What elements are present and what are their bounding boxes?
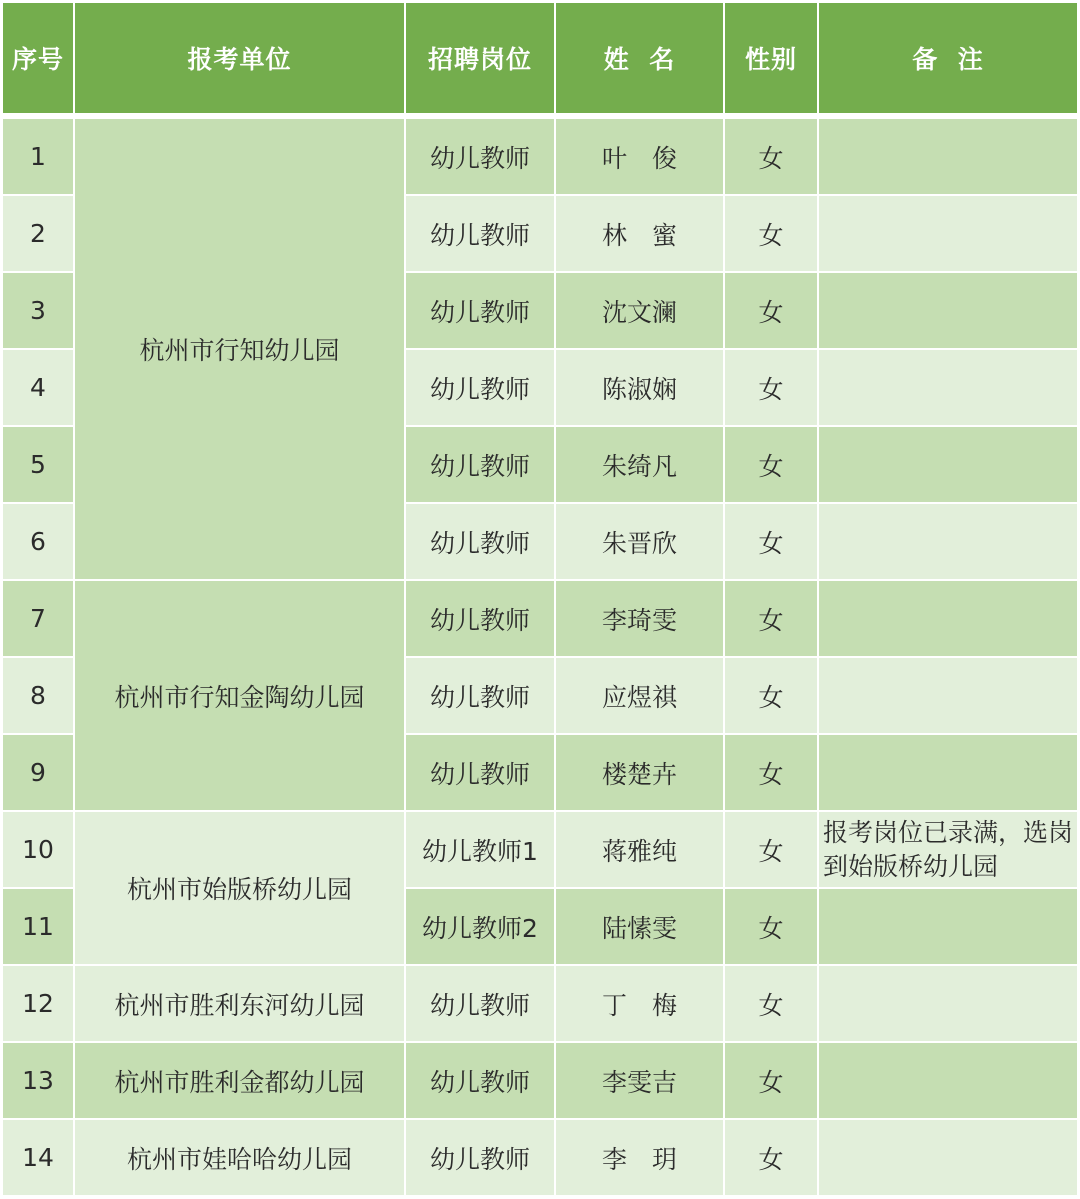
row-gender: 女 [725,273,819,350]
row-no: 10 [3,812,75,889]
row-position: 幼儿教师 [406,350,556,427]
header-name: 姓 名 [556,3,725,119]
row-name: 丁 梅 [556,966,725,1043]
row-remark [819,889,1077,966]
row-remark [819,119,1077,196]
row-gender: 女 [725,581,819,658]
row-position: 幼儿教师 [406,196,556,273]
row-name: 陈淑娴 [556,350,725,427]
row-no: 4 [3,350,75,427]
header-position: 招聘岗位 [406,3,556,119]
row-position: 幼儿教师 [406,273,556,350]
unit-cell: 杭州市胜利金都幼儿园 [75,1043,406,1120]
row-name: 林 蜜 [556,196,725,273]
row-name: 蒋雅纯 [556,812,725,889]
table-row [3,581,1077,658]
row-no: 9 [3,735,75,812]
row-gender: 女 [725,350,819,427]
row-no: 6 [3,504,75,581]
header-gender: 性别 [725,3,819,119]
row-name: 楼楚卉 [556,735,725,812]
recruitment-table [3,3,1077,1197]
row-position: 幼儿教师 [406,504,556,581]
row-remark [819,1120,1077,1197]
row-no: 12 [3,966,75,1043]
unit-cell: 杭州市行知金陶幼儿园 [75,581,406,812]
row-name: 叶 俊 [556,119,725,196]
unit-cell: 杭州市胜利东河幼儿园 [75,966,406,1043]
row-position: 幼儿教师 [406,119,556,196]
unit-cell: 杭州市娃哈哈幼儿园 [75,1120,406,1197]
row-gender: 女 [725,1120,819,1197]
row-gender: 女 [725,504,819,581]
row-gender: 女 [725,966,819,1043]
row-position: 幼儿教师 [406,966,556,1043]
table-row [3,966,1077,1043]
row-remark [819,1043,1077,1120]
table-row [3,1043,1077,1120]
row-remark [819,273,1077,350]
row-position: 幼儿教师1 [406,812,556,889]
row-no: 7 [3,581,75,658]
header-row [3,3,1077,119]
row-no: 13 [3,1043,75,1120]
row-name: 应煜祺 [556,658,725,735]
row-no: 5 [3,427,75,504]
table-row [3,119,1077,196]
row-remark [819,658,1077,735]
row-remark: 报考岗位已录满，选岗到始版桥幼儿园 [819,812,1077,889]
row-gender: 女 [725,427,819,504]
row-position: 幼儿教师2 [406,889,556,966]
row-remark [819,196,1077,273]
row-position: 幼儿教师 [406,1120,556,1197]
row-remark [819,966,1077,1043]
row-name: 李琦雯 [556,581,725,658]
row-gender: 女 [725,735,819,812]
header-remark: 备 注 [819,3,1077,119]
row-name: 陆愫雯 [556,889,725,966]
row-name: 朱绮凡 [556,427,725,504]
row-no: 11 [3,889,75,966]
table-row [3,812,1077,889]
row-gender: 女 [725,1043,819,1120]
row-position: 幼儿教师 [406,1043,556,1120]
recruitment-table-container [3,3,1077,1196]
row-position: 幼儿教师 [406,735,556,812]
row-gender: 女 [725,889,819,966]
row-position: 幼儿教师 [406,427,556,504]
row-remark [819,427,1077,504]
row-name: 沈文澜 [556,273,725,350]
table-row [3,1120,1077,1197]
header-unit: 报考单位 [75,3,406,119]
row-name: 李雯吉 [556,1043,725,1120]
row-name: 朱晋欣 [556,504,725,581]
row-gender: 女 [725,196,819,273]
row-position: 幼儿教师 [406,658,556,735]
unit-cell: 杭州市始版桥幼儿园 [75,812,406,966]
row-remark [819,350,1077,427]
row-gender: 女 [725,119,819,196]
row-remark [819,581,1077,658]
header-no: 序号 [3,3,75,119]
row-gender: 女 [725,812,819,889]
row-no: 1 [3,119,75,196]
unit-cell: 杭州市行知幼儿园 [75,119,406,581]
row-name: 李 玥 [556,1120,725,1197]
row-no: 2 [3,196,75,273]
row-position: 幼儿教师 [406,581,556,658]
row-remark [819,735,1077,812]
row-no: 14 [3,1120,75,1197]
row-gender: 女 [725,658,819,735]
row-no: 8 [3,658,75,735]
row-no: 3 [3,273,75,350]
row-remark [819,504,1077,581]
